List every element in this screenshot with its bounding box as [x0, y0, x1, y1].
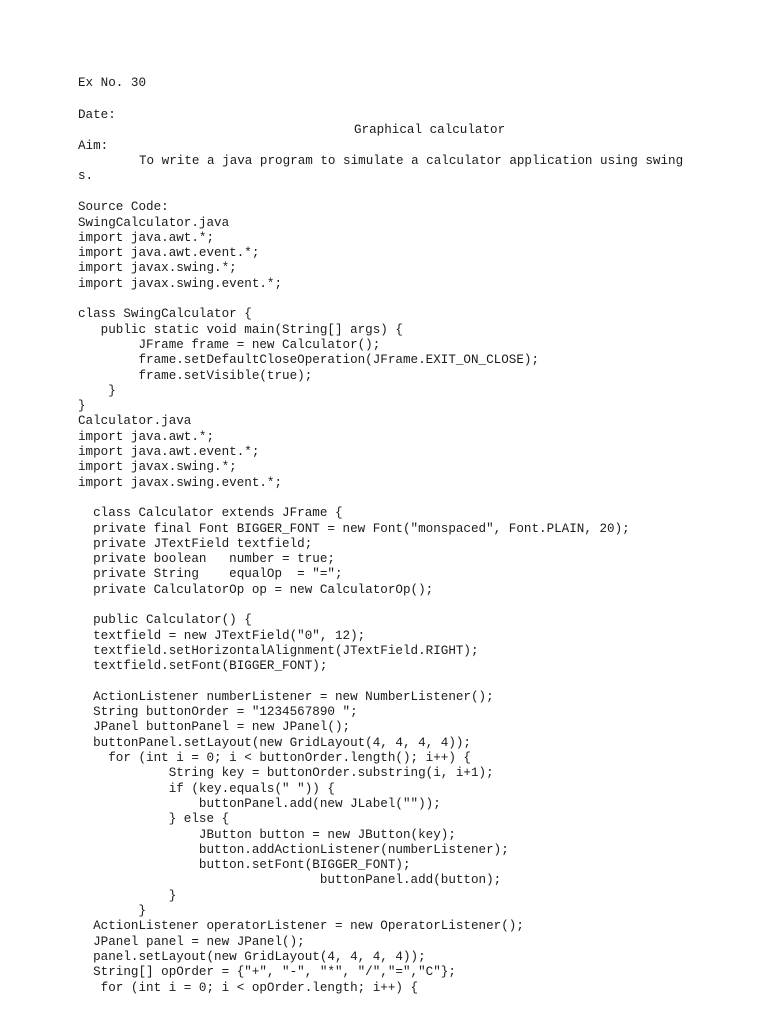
code-line: JPanel buttonPanel = new JPanel(); [78, 720, 351, 735]
code-line: } [78, 888, 177, 903]
code-line: import javax.swing.event.*; [78, 475, 283, 490]
code-line: import javax.swing.*; [78, 261, 237, 276]
source-code-label: Source Code: [78, 200, 169, 214]
code-line: public static void main(String[] args) { [78, 322, 403, 337]
code-line: private String equalOp = "="; [78, 567, 343, 582]
code-line: for (int i = 0; i < buttonOrder.length(); i++) { [78, 751, 471, 765]
code-line: import java.awt.*; [78, 230, 215, 245]
code-line: buttonPanel.setLayout(new GridLayout(4, 4, 4, 4)); [78, 735, 471, 750]
exercise-number: Ex No. 30 [78, 76, 147, 90]
code-line: JFrame frame = new Calculator(); [78, 337, 381, 352]
code-line: String key = buttonOrder.substring(i, i+1); [78, 766, 494, 781]
code-line: textfield = new JTextField("0", 12); [78, 628, 366, 643]
document-title: Graphical calculator [354, 123, 506, 137]
code-line: button.setFont(BIGGER_FONT); [78, 858, 411, 873]
code-line: textfield.setFont(BIGGER_FONT); [78, 659, 328, 674]
code-line: class SwingCalculator { [78, 307, 252, 322]
code-line: private JTextField textfield; [78, 536, 313, 551]
code-line: JPanel panel = new JPanel(); [78, 934, 305, 949]
code-line: private final Font BIGGER_FONT = new Font("monspaced", Font.PLAIN, 20); [78, 521, 630, 536]
code-line: ActionListener numberListener = new NumberListener(); [78, 689, 494, 704]
code-line: private CalculatorOp op = new CalculatorOp(); [78, 582, 434, 597]
code-line: import java.awt.*; [78, 429, 215, 444]
code-line: frame.setVisible(true); [78, 368, 313, 383]
code-line: private boolean number = true; [78, 552, 335, 567]
code-line: ActionListener operatorListener = new OperatorListener(); [78, 919, 524, 934]
code-line: } [78, 904, 147, 918]
code-line: } [78, 399, 86, 414]
aim-text: To write a java program to simulate a calculator application using swing [139, 154, 684, 168]
code-line: } else { [78, 812, 230, 827]
code-line: } [78, 383, 116, 398]
code-line: panel.setLayout(new GridLayout(4, 4, 4, 4)); [78, 949, 426, 964]
code-line: class Calculator extends JFrame { [78, 506, 343, 521]
code-line: if (key.equals(" ")) { [78, 781, 335, 796]
code-line: buttonPanel.add(new JLabel("")); [78, 796, 441, 811]
code-line: public Calculator() { [78, 613, 252, 628]
code-line: SwingCalculator.java [78, 215, 230, 230]
aim-text-continued: s. [78, 169, 94, 183]
code-line: buttonPanel.add(button); [78, 873, 502, 888]
code-line: String buttonOrder = "1234567890 "; [78, 705, 358, 720]
code-line: frame.setDefaultCloseOperation(JFrame.EXIT_ON_CLOSE); [78, 353, 540, 368]
code-line: button.addActionListener(numberListener); [78, 842, 509, 857]
code-line: JButton button = new JButton(key); [78, 827, 456, 842]
code-line: String[] opOrder = {"+", "-", "*", "/","=","C"}; [78, 965, 456, 980]
code-line: for (int i = 0; i < opOrder.length; i++) { [78, 980, 419, 995]
code-line: import java.awt.event.*; [78, 445, 260, 459]
date-label: Date: [78, 108, 116, 122]
code-line: Calculator.java [78, 414, 192, 429]
code-line: import javax.swing.event.*; [78, 276, 283, 291]
code-line: import javax.swing.*; [78, 460, 237, 475]
aim-label: Aim: [78, 139, 109, 153]
code-line: textfield.setHorizontalAlignment(JTextField.RIGHT); [78, 643, 479, 658]
code-line: import java.awt.event.*; [78, 246, 260, 261]
